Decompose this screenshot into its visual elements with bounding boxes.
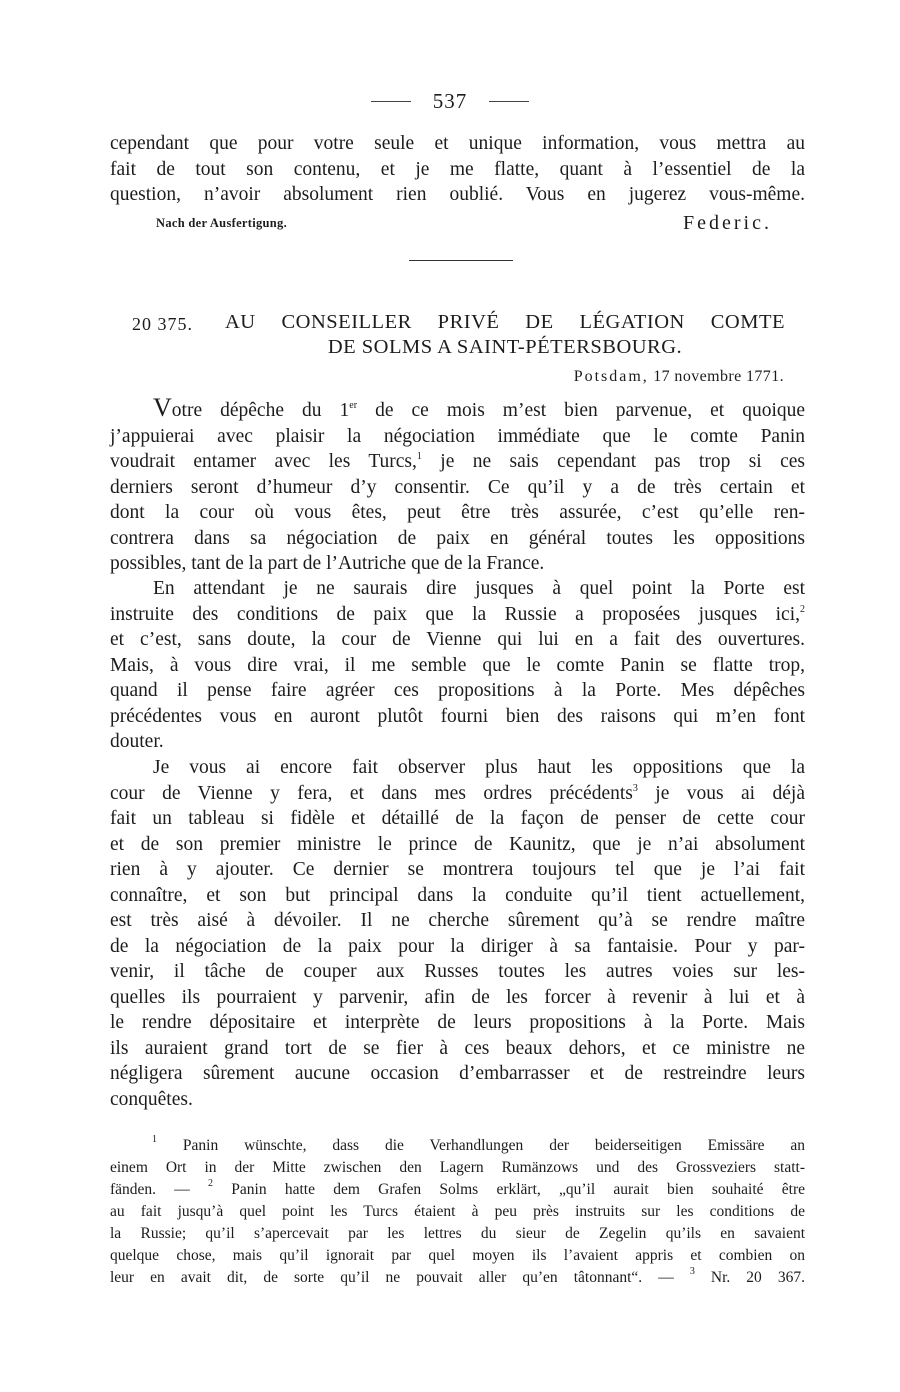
text-line: dont la cour où vous êtes, peut être très assurée, c’est qu’elle ren- [110,502,805,523]
text-line: question, n’avoir absolument rien oublié. Vous en jugerez vous-même. [110,184,805,205]
text-line: conquêtes. [110,1088,193,1110]
text-line: derniers seront d’humeur d’y consentir. Ce qu’il y a de très certain et [110,476,805,498]
footnote-line [110,1179,805,1201]
footnote-mark: 3 [689,1266,695,1277]
text-line: venir, il tâche de couper aux Russes toutes les autres voies sur les- [110,961,805,982]
previous-letter-ending [110,131,805,208]
footnote-line [110,1267,805,1289]
text-line: ils auraient grand tort de se fier à ces beaux dehors, et ce ministre ne [110,1037,805,1059]
paragraph-1 [110,395,805,577]
text-line: j’appuierai avec plaisir la négociation immédiate que le comte Panin [110,425,805,447]
text-line: Je vous ai encore fait observer plus haut les oppositions que la [153,757,805,778]
footnote-line: au fait jusqu’à quel point les Turcs étaient à peu près instruits sur les conditions de [110,1203,805,1220]
text-line: négligera sûrement aucune occasion d’embarrasser et de restreindre leurs [110,1063,805,1084]
text-segment: fänden. — [110,1181,190,1198]
text-line: est très aisé à dévoiler. Il ne cherche sûrement qu’à se rendre maître [110,910,805,931]
text-line: fait de tout son contenu, et je me flatte, quant à l’essentiel de la [110,158,805,180]
text-line: Mais, à vous dire vrai, il me semble que le comte Panin se flatte trop, [110,654,805,676]
footnote-mark: 1 [152,1134,157,1145]
text-line [110,395,805,424]
text-segment: cour de Vienne y fera, et dans mes ordres précédents [110,782,633,804]
header-rule-right [489,101,529,102]
date-text: 17 novembre 1771. [653,368,784,385]
text-segment: Panin wünschte, dass die Verhandlungen der beiderseitigen Emissäre an [182,1137,805,1154]
text-line: précédentes vous en auront plutôt fourni bien des raisons qui m’en font [110,705,805,727]
signature: Federic. [683,212,772,234]
section-divider [409,260,513,261]
text-line: rien à y ajouter. Ce dernier se montrera toujours tel que je l’ai fait [110,859,805,880]
text-line: connaître, et son but principal dans la conduite qu’il tient actuellement, [110,884,805,906]
text-line: possibles, tant de la part de l’Autriche que de la France. [110,553,545,574]
text-line: de la négociation de la paix pour la diriger à sa fantaisie. Pour y par- [110,935,805,957]
text-segment: Panin hatte dem Grafen Solms erklärt, „qu’il aurait bien souhaité être [231,1181,806,1198]
letter-title [225,310,785,360]
dateline [528,368,784,386]
text-line: contrera dans sa négociation de paix en général toutes les oppositions [110,527,805,549]
text-line [110,602,805,628]
text-line: douter. [110,731,164,752]
footnote-ref: 3 [632,782,638,794]
text-segment: otre dépêche du 1 [171,400,350,421]
text-segment: voudrait entamer avec les Turcs, [110,451,417,472]
date-place: Potsdam, [573,368,649,385]
text-line: En attendant je ne saurais dire jusques à quel point la Porte est [153,578,805,599]
text-line [110,449,805,475]
letter-title-line: AU CONSEILLER PRIVÉ DE LÉGATION COMTE [225,311,785,333]
footnote-ref: 1 [416,451,422,462]
text-line: quand il pense faire agréer ces propositions à la Porte. Mes dépêches [110,680,805,701]
text-line: fait un tableau si fidèle et détaillé de la façon de penser de cette cour [110,808,805,829]
text-line: et de son premier ministre le prince de Kaunitz, que je n’ai absolument [110,833,805,855]
initial-letter: V [153,393,172,422]
text-segment: je ne sais cependant pas trop si ces [421,451,806,472]
page-header [0,86,900,116]
footnote-line: einem Ort in der Mitte zwischen den Lagern Rumänzows und des Grossveziers statt- [110,1159,805,1176]
footnote-line [110,1135,805,1157]
source-note: Nach der Ausfertigung. [156,216,288,230]
text-line: cependant que pour votre seule et unique information, vous mettra au [110,133,805,154]
text-segment: instruite des conditions de paix que la Russie a proposées jusques ici, [110,603,800,625]
header-rule-left [371,101,411,102]
text-segment: je vous ai déjà [637,782,805,804]
page-number: 537 [432,88,468,113]
letter-title-line: DE SOLMS A SAINT-PÉTERSBOURG. [327,336,683,358]
text-segment: Nr. 20 367. [710,1269,805,1286]
paragraph-2 [110,576,805,755]
text-line: et c’est, sans doute, la cour de Vienne qui lui en a fait des ouvertures. [110,629,805,650]
footnote-line: la Russie; qu’il s’apercevait par les lettres du sieur de Zegelin qu’ils en savaient [110,1225,805,1242]
text-line: le rendre dépositaire et interprète de leurs propositions à la Porte. Mais [110,1012,805,1033]
paragraph-3 [110,755,805,1112]
footnote-mark: 2 [208,1178,214,1189]
text-line [110,781,805,807]
footnotes [110,1135,805,1289]
text-segment: leur en avait dit, de sorte qu’il ne pouvait aller qu’en tâtonnant“. — [110,1269,674,1286]
text-segment: de ce mois m’est bien parvenue, et quoique [357,400,806,421]
footnote-line: quelque chose, mais qu’il ignorait par quel moyen ils l’avaient appris et combien on [110,1247,805,1264]
text-line: quelles ils pourraient y parvenir, afin de les forcer à revenir à lui et à [110,986,805,1008]
superscript: er [349,400,358,411]
letter-number: 20 375. [132,314,193,334]
footnote-ref: 2 [800,603,805,615]
